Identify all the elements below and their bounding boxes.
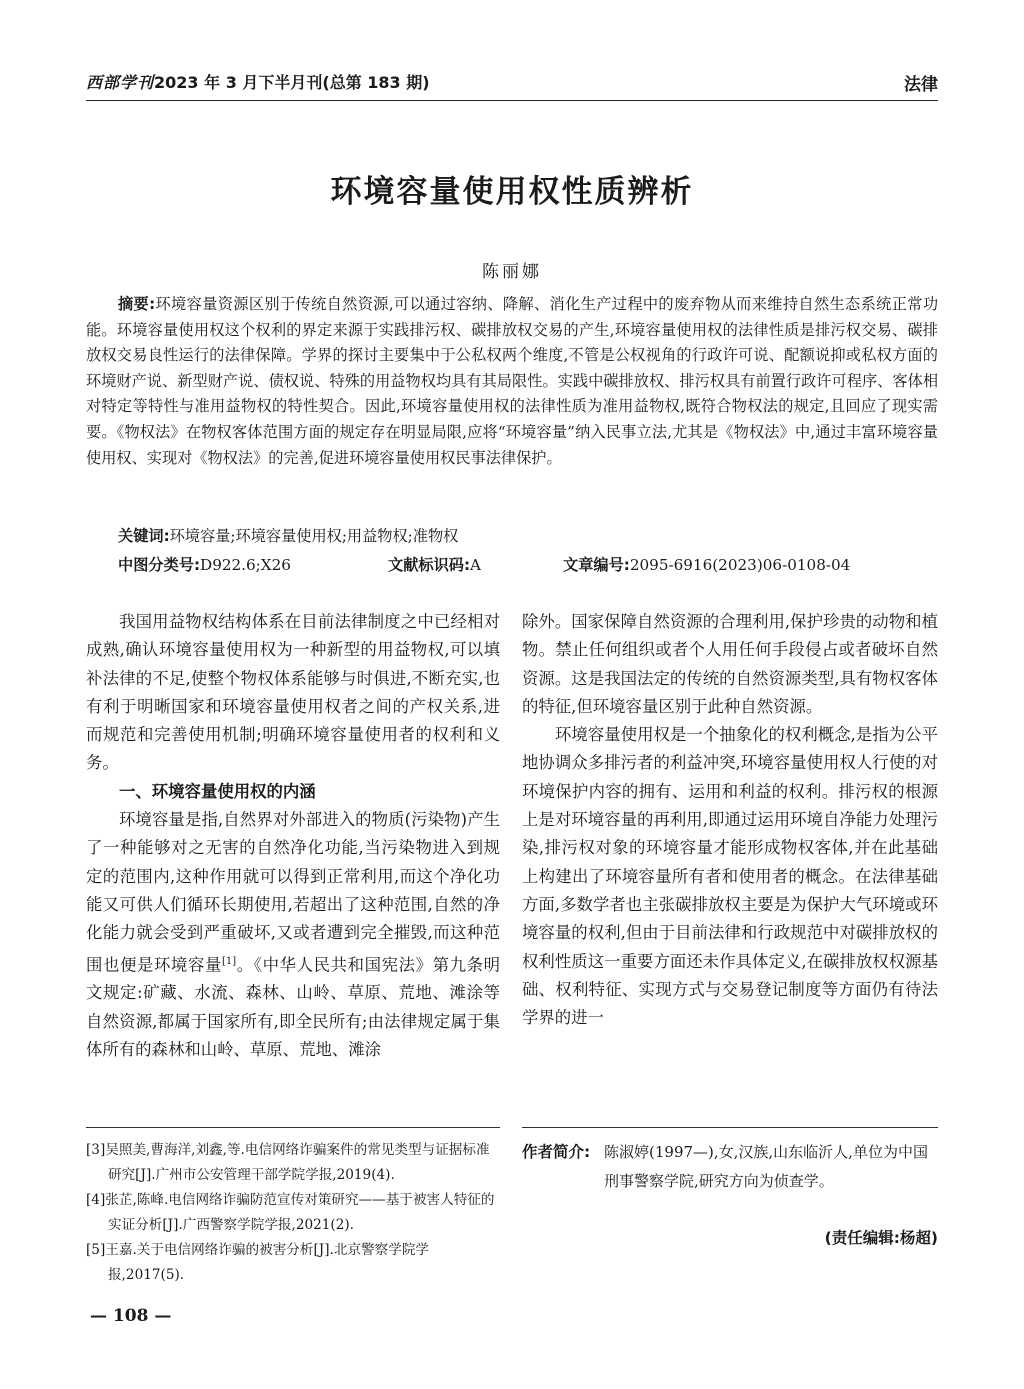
keywords bbox=[118, 525, 458, 546]
clc-label: 中图分类号: bbox=[118, 556, 201, 574]
article-label: 文章编号: bbox=[563, 556, 630, 574]
author-bio bbox=[522, 1138, 938, 1196]
body-column-right bbox=[522, 608, 938, 1032]
footnote-divider bbox=[86, 1127, 500, 1128]
page-number: — 108 — bbox=[90, 1306, 172, 1326]
reference-item: [4]张芷,陈峰.电信网络诈骗防范宣传对策研究——基于被害人特征的实证分析[J].广西警察学院学报,2021(2). bbox=[86, 1192, 495, 1233]
abstract-label: 摘要: bbox=[118, 295, 156, 313]
body-paragraph: 我国用益物权结构体系在目前法律制度之中已经相对成熟,确认环境容量使用权为一种新型的用益物权,可以填补法律的不足,使整个物权体系能够与时俱进,不断充实,也有利于明晰国家和环境容量使用权者之间的产权关系,进而规范和完善使用机制;明确环境容量使用者的权利和义务。 bbox=[86, 612, 500, 773]
clc-value: D922.6;X26 bbox=[200, 556, 291, 574]
abstract-text: 环境容量资源区别于传统自然资源,可以通过容纳、降解、消化生产过程中的废弃物从而来维持自然生态系统正常功能。环境容量使用权这个权利的界定来源于实践排污权、碳排放权交易的产生,环境容量使用权的法律性质是排污权交易、碳排放权交易良性运行的法律保障。学界的探讨主要集中于公私权两个维度,不管是公权视角的行政许可说、配额说抑或私权方面的环境财产说、新型财产说、债权说、特殊的用益物权均具有其局限性。实践中碳排放权、排污权具有前置行政许可程序、客体相对特定等特性与准用益物权的特性契合。因此,环境容量使用权的法律性质为准用益物权,既符合物权法的规定,且回应了现实需要。《物权法》在物权客体范围方面的规定存在明显局限,应将“环境容量”纳入民事立法,尤其是《物权法》中,通过丰富环境容量使用权、实现对《物权法》的完善,促进环境容量使用权民事法律保护。 bbox=[86, 295, 939, 467]
doc-label: 文献标识码: bbox=[388, 556, 471, 574]
document-code bbox=[388, 554, 481, 575]
reference-item: [3]吴照美,曹海洋,刘鑫,等.电信网络诈骗案件的常见类型与证据标准研究[J].广州市公安管理干部学院学报,2019(4). bbox=[86, 1142, 490, 1183]
article-author: 陈丽娜 bbox=[482, 262, 542, 282]
paragraph-text: 。《中华人民共和国宪法》第九条明文规定:矿藏、水流、森林、山岭、草原、荒地、滩涂等自然资源,都属于国家所有,即全民所有;由法律规定属于集体所有的森林和山岭、草原、荒地、滩涂 bbox=[86, 955, 500, 1059]
issue-label: 2023 年 3 月下半月刊(总第 183 期) bbox=[154, 73, 430, 92]
responsible-editor: (责任编辑:杨超) bbox=[824, 1229, 938, 1247]
running-header bbox=[86, 66, 938, 101]
body-paragraph bbox=[86, 806, 500, 1064]
abstract bbox=[86, 292, 938, 471]
reference-item: [5]王嘉.关于电信网络诈骗的被害分析[J].北京警察学院学报,2017(5). bbox=[86, 1242, 430, 1283]
bio-text: 陈淑婷(1997—),女,汉族,山东临沂人,单位为中国刑事警察学院,研究方向为侦查学。 bbox=[604, 1143, 928, 1190]
clc-number bbox=[118, 554, 291, 575]
reference-list bbox=[86, 1138, 500, 1288]
keywords-label: 关键词: bbox=[118, 527, 170, 545]
article-title: 环境容量使用权性质辨析 bbox=[330, 174, 694, 210]
keywords-text: 环境容量;环境容量使用权;用益物权;准物权 bbox=[169, 527, 459, 545]
body-paragraph: 除外。国家保障自然资源的合理利用,保护珍贵的动物和植物。禁止任何组织或者个人用任何手段侵占或者破坏自然资源。这是我国法定的传统的自然资源类型,具有物权客体的特征,但环境容量区别于此种自然资源。 bbox=[522, 612, 938, 716]
section-label: 法律 bbox=[904, 75, 938, 95]
article-number bbox=[563, 554, 850, 575]
citation-mark: [1] bbox=[222, 955, 237, 967]
doc-value: A bbox=[470, 556, 481, 574]
journal-issue-info bbox=[86, 70, 430, 93]
body-paragraph: 环境容量使用权是一个抽象化的权利概念,是指为公平地协调众多排污者的利益冲突,环境容量使用权人行使的对环境保护内容的拥有、运用和利益的权利。排污权的根源上是对环境容量的再利用,即通过运用环境自净能力处理污染,排污权对象的环境容量才能形成物权客体,并在此基础上构建出了环境容量所有者和使用者的概念。在法律基础方面,多数学者也主张碳排放权主要是为保护大气环境或环境容量的权利,但由于目前法律和行政规范中对碳排放权的权利性质这一重要方面还未作具体定义,在碳排放权权源基础、权利特征、实现方式与交易登记制度等方面仍有待法学界的进一 bbox=[522, 725, 938, 1028]
journal-logo: 西部学刊 bbox=[86, 73, 155, 92]
paragraph-text: 环境容量是指,自然界对外部进入的物质(污染物)产生了一种能够对之无害的自然净化功能,当污染物进入到规定的范围内,这种作用就可以得到正常利用,而这个净化功能又可供人们循环长期使用,若超出了这种范围,自然的净化能力就会受到严重破坏,又或者遭到完全摧毁,而这种范围也便是环境容量 bbox=[86, 810, 500, 975]
article-value: 2095-6916(2023)06-0108-04 bbox=[629, 556, 851, 574]
section-heading: 一、环境容量使用权的内涵 bbox=[119, 781, 316, 801]
footnote-divider bbox=[522, 1127, 938, 1128]
body-column-left bbox=[86, 608, 500, 1064]
bio-label: 作者简介: bbox=[522, 1143, 591, 1161]
